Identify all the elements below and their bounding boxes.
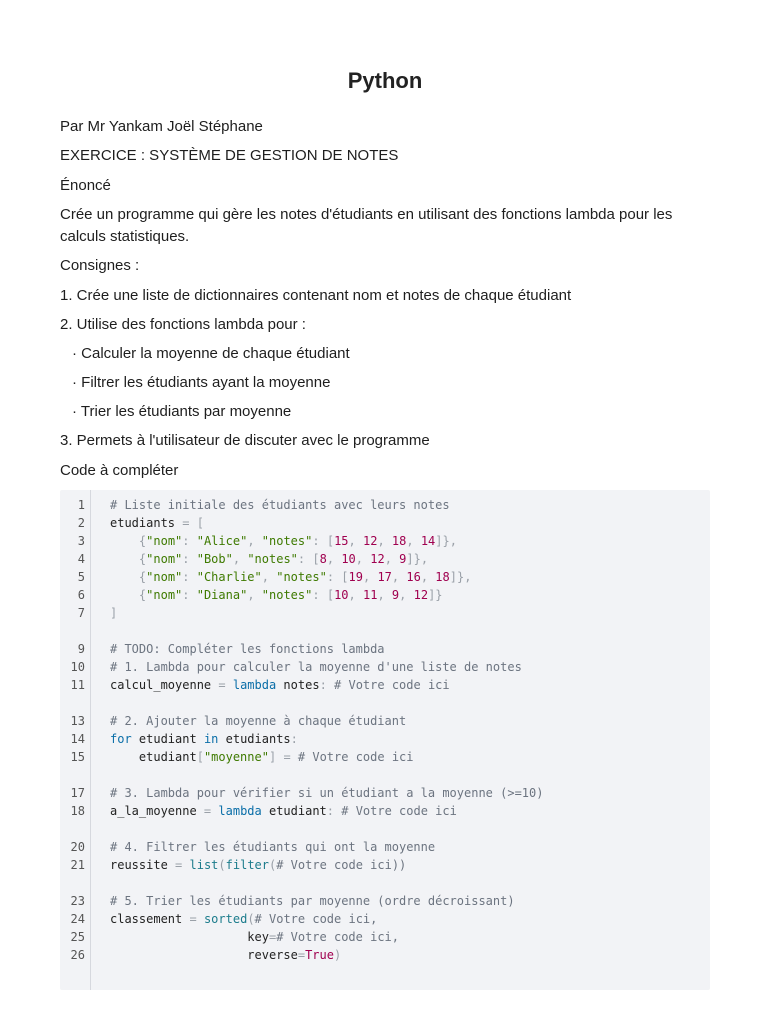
line-number: 20 [70, 840, 85, 854]
line-number: 5 [77, 570, 85, 584]
code-line: ] [110, 606, 118, 620]
code-line: {"nom": "Charlie", "notes": [19, 17, 16, 18]}, [138, 570, 472, 584]
code-line: # TODO: Compléter les fonctions lambda [110, 642, 385, 656]
code-line: {"nom": "Diana", "notes": [10, 11, 9, 12]} [138, 588, 443, 602]
code-line: # 5. Trier les étudiants par moyenne (ordre décroissant) [110, 894, 515, 908]
instruction-item: 2. Utilise des fonctions lambda pour : [60, 316, 306, 333]
code-line: a_la_moyenne = lambda etudiant: # Votre code ici [110, 804, 457, 818]
line-number: 26 [70, 948, 85, 962]
line-number: 3 [77, 534, 85, 548]
code-line: etudiants = [ [110, 516, 204, 530]
code-line: reverse=True) [110, 948, 342, 962]
code-line: reussite = list(filter(# Votre code ici)) [110, 858, 407, 872]
instruction-item: 3. Permets à l'utilisateur de discuter avec le programme [60, 432, 430, 449]
code-line: # 1. Lambda pour calculer la moyenne d'une liste de notes [110, 660, 522, 674]
code-line: # 2. Ajouter la moyenne à chaque étudiant [110, 714, 407, 728]
code-line: {"nom": "Alice", "notes": [15, 12, 18, 14]}, [138, 534, 457, 548]
code-line: key=# Votre code ici, [110, 930, 400, 944]
line-number: 10 [70, 660, 85, 674]
statement-text: Crée un programme qui gère les notes d'étudiants en utilisant des fonctions lambda pour les calculs statistiques. [60, 206, 673, 245]
line-number: 4 [77, 552, 85, 566]
code-line: classement = sorted(# Votre code ici, [110, 912, 378, 926]
code-line: etudiant["moyenne"] = # Votre code ici [110, 750, 414, 764]
line-number: 13 [70, 714, 85, 728]
statement-heading: Énoncé [60, 177, 111, 194]
line-number: 9 [77, 642, 85, 656]
line-number: 24 [70, 912, 85, 926]
code-line: # 3. Lambda pour vérifier si un étudiant a la moyenne (>=10) [110, 786, 544, 800]
line-number: 6 [77, 588, 85, 602]
line-number: 1 [77, 498, 85, 512]
instruction-bullet: · Trier les étudiants par moyenne [72, 403, 292, 420]
instruction-bullet: · Calculer la moyenne de chaque étudiant [72, 345, 350, 362]
line-number: 11 [70, 678, 85, 692]
code-line: # Liste initiale des étudiants avec leurs notes [110, 498, 450, 512]
document-title: Python [347, 68, 423, 93]
code-heading: Code à compléter [60, 462, 179, 479]
line-number: 14 [70, 732, 85, 746]
code-block [60, 490, 710, 990]
line-number: 17 [70, 786, 85, 800]
exercise-heading: EXERCICE : SYSTÈME DE GESTION DE NOTES [60, 147, 399, 164]
code-line: # 4. Filtrer les étudiants qui ont la moyenne [110, 840, 436, 854]
line-number: 7 [77, 606, 85, 620]
instruction-item: 1. Crée une liste de dictionnaires contenant nom et notes de chaque étudiant [60, 287, 572, 304]
line-number: 23 [70, 894, 85, 908]
code-line: for etudiant in etudiants: [110, 732, 298, 746]
author-line: Par Mr Yankam Joël Stéphane [60, 118, 263, 135]
line-number: 25 [70, 930, 85, 944]
line-number: 21 [70, 858, 85, 872]
instructions-heading: Consignes : [60, 257, 140, 274]
line-number: 15 [70, 750, 85, 764]
line-number: 2 [77, 516, 85, 530]
code-line: {"nom": "Bob", "notes": [8, 10, 12, 9]}, [138, 552, 429, 566]
line-number: 18 [70, 804, 85, 818]
instruction-bullet: · Filtrer les étudiants ayant la moyenne [72, 374, 331, 391]
line-number-gutter [60, 490, 91, 990]
code-line: calcul_moyenne = lambda notes: # Votre code ici [110, 678, 450, 692]
